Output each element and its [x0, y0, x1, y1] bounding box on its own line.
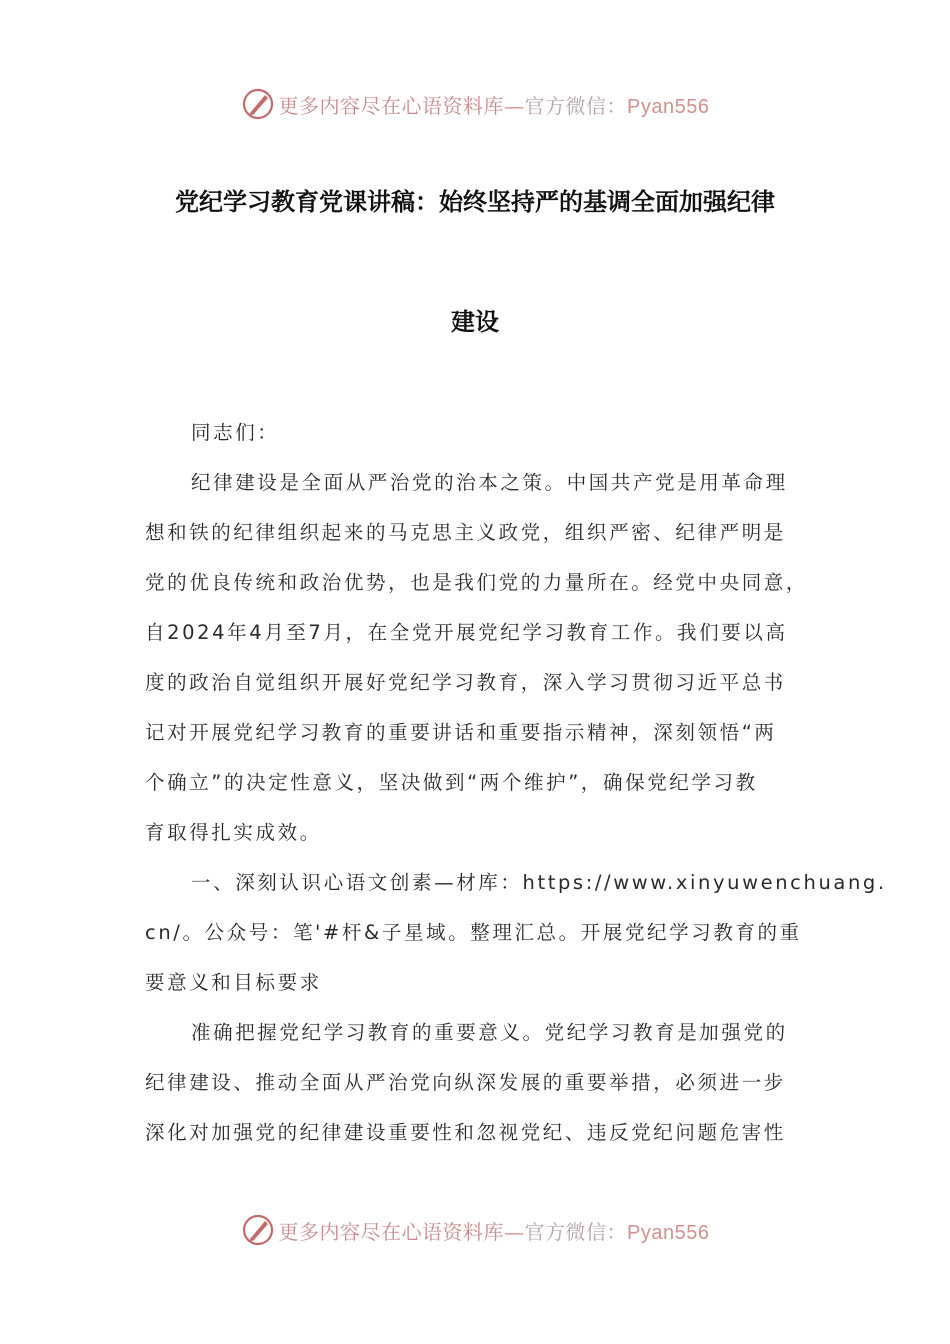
banner-text [279, 1216, 710, 1245]
banner-main-text: 更多内容尽在心语资料库 [278, 1219, 505, 1244]
banner-tail-text: 官方微信： [524, 93, 628, 118]
quill-pen-icon [241, 1213, 275, 1247]
banner-wechat-id: Pyan556 [627, 95, 710, 118]
paragraph-1-line: 想和铁的纪律组织起来的马克思主义政党，组织严密、纪律严明是 [145, 521, 786, 544]
footer-banner [0, 1210, 950, 1250]
banner-wechat-id: Pyan556 [627, 1221, 710, 1244]
header-banner [0, 84, 950, 124]
paragraph-3-line: 纪律建设、推动全面从严治党向纵深发展的重要举措，必须进一步 [145, 1071, 786, 1094]
banner-tail-text: 官方微信： [524, 1219, 628, 1244]
paragraph-1-line: 育取得扎实成效。 [145, 821, 322, 844]
section-heading-line: 一、深刻认识心语文创素—材库：https://www.xinyuwenchuang. [191, 871, 887, 894]
greeting: 同志们： [191, 421, 280, 444]
banner-separator: — [504, 1219, 525, 1244]
banner-main-text: 更多内容尽在心语资料库 [278, 93, 505, 118]
banner-text [279, 90, 710, 119]
section-heading-line: 要意义和目标要求 [145, 971, 322, 994]
quill-pen-icon [241, 87, 275, 121]
paragraph-1-line: 纪律建设是全面从严治党的治本之策。中国共产党是用革命理 [191, 471, 788, 494]
banner-separator: — [504, 93, 525, 118]
paragraph-1-line: 记对开展党纪学习教育的重要讲话和重要指示精神，深刻领悟“两 [145, 721, 777, 744]
document-title-line1: 党纪学习教育党课讲稿：始终坚持严的基调全面加强纪律 [175, 188, 775, 216]
paragraph-3-line: 深化对加强党的纪律建设重要性和忽视党纪、违反党纪问题危害性 [145, 1121, 786, 1144]
paragraph-3-line: 准确把握党纪学习教育的重要意义。党纪学习教育是加强党的 [191, 1021, 788, 1044]
section-heading-line: cn/。公众号：笔'#杆&子星域。整理汇总。开展党纪学习教育的重 [145, 921, 802, 944]
paragraph-1-line: 党的优良传统和政治优势，也是我们党的力量所在。经党中央同意， [145, 571, 809, 594]
document-title-line2: 建设 [451, 308, 499, 336]
paragraph-1-line: 自2024年4月至7月，在全党开展党纪学习教育工作。我们要以高 [145, 621, 788, 644]
paragraph-1-line: 个确立”的决定性意义，坚决做到“两个维护”，确保党纪学习教 [145, 771, 758, 794]
paragraph-1-line: 度的政治自觉组织开展好党纪学习教育，深入学习贯彻习近平总书 [145, 671, 786, 694]
